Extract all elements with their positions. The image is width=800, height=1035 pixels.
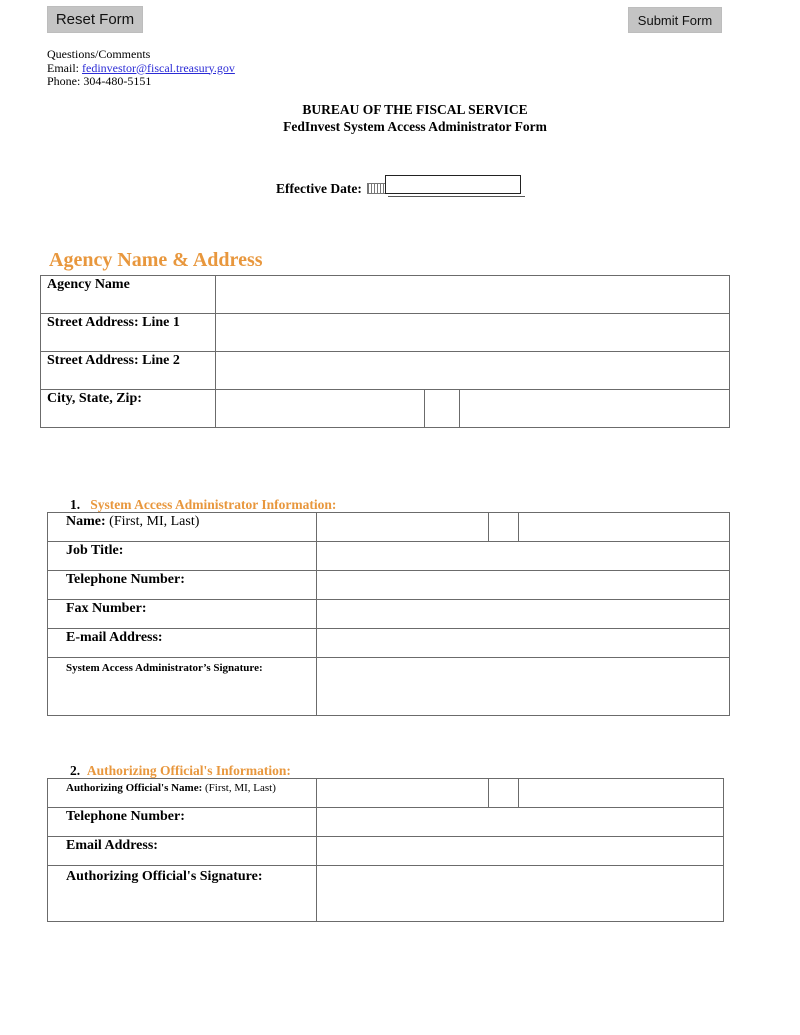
section2-title: Authorizing Official's Information: <box>86 763 291 778</box>
name-label-text: Name: <box>66 514 106 529</box>
email-link[interactable]: fedinvestor@fiscal.treasury.gov <box>82 60 235 75</box>
name-hint: (First, MI, Last) <box>105 514 200 529</box>
table-row <box>48 779 724 808</box>
agency-section-title: Agency Name & Address <box>49 249 263 271</box>
admin-name-label <box>48 513 317 542</box>
official-last-name-field[interactable] <box>519 779 724 808</box>
official-name-hint: (First, MI, Last) <box>202 782 276 794</box>
authorizing-official-table <box>47 778 724 922</box>
admin-info-table <box>47 512 730 716</box>
admin-email-field[interactable] <box>317 629 730 658</box>
admin-telephone-label: Telephone Number: <box>48 571 317 600</box>
street-line2-field[interactable] <box>216 352 730 390</box>
section1-title: System Access Administrator Information: <box>90 497 337 512</box>
official-name-label-text: Authorizing Official's Name: <box>66 782 203 794</box>
zip-field[interactable] <box>460 390 730 428</box>
official-name-label <box>48 779 317 808</box>
official-telephone-field[interactable] <box>317 808 724 837</box>
agency-table <box>40 275 730 428</box>
missing-glyph-icon <box>367 183 386 194</box>
table-row <box>41 276 730 314</box>
form-title: FedInvest System Access Administrator Form <box>283 119 547 134</box>
admin-fax-field[interactable] <box>317 600 730 629</box>
city-state-zip-label: City, State, Zip: <box>41 390 216 428</box>
effective-date-underline <box>388 196 525 197</box>
official-email-label: Email Address: <box>48 837 317 866</box>
street-line1-field[interactable] <box>216 314 730 352</box>
admin-telephone-field[interactable] <box>317 571 730 600</box>
table-row <box>48 571 730 600</box>
table-row <box>48 542 730 571</box>
official-first-name-field[interactable] <box>317 779 489 808</box>
effective-date-input[interactable] <box>385 175 521 194</box>
table-row <box>41 314 730 352</box>
section2-number: 2. <box>70 763 81 778</box>
section1-number: 1. <box>70 497 81 512</box>
admin-fax-label: Fax Number: <box>48 600 317 629</box>
contact-heading: Questions/Comments <box>47 47 151 61</box>
admin-last-name-field[interactable] <box>519 513 730 542</box>
state-field[interactable] <box>425 390 460 428</box>
section2-heading <box>70 763 291 779</box>
admin-mi-field[interactable] <box>489 513 519 542</box>
table-row <box>48 513 730 542</box>
table-row <box>48 837 724 866</box>
city-field[interactable] <box>216 390 425 428</box>
agency-name-field[interactable] <box>216 276 730 314</box>
admin-signature-field[interactable] <box>317 658 730 716</box>
official-telephone-label: Telephone Number: <box>48 808 317 837</box>
street-line1-label: Street Address: Line 1 <box>41 314 216 352</box>
bureau-title: BUREAU OF THE FISCAL SERVICE <box>302 102 528 117</box>
admin-first-name-field[interactable] <box>317 513 489 542</box>
admin-job-title-label: Job Title: <box>48 542 317 571</box>
effective-date-label: Effective Date: <box>276 181 362 196</box>
admin-signature-label: System Access Administrator’s Signature: <box>48 658 317 716</box>
official-signature-label: Authorizing Official's Signature: <box>48 866 317 922</box>
contact-email-line <box>47 62 235 76</box>
submit-form-button[interactable]: Submit Form <box>628 7 722 33</box>
section1-heading <box>70 497 336 513</box>
table-row <box>48 629 730 658</box>
table-row <box>41 352 730 390</box>
agency-name-label: Agency Name <box>41 276 216 314</box>
table-row <box>48 658 730 716</box>
contact-phone: Phone: 304-480-5151 <box>47 74 152 88</box>
official-email-field[interactable] <box>317 837 724 866</box>
contact-info <box>47 48 235 89</box>
table-row <box>48 600 730 629</box>
admin-email-label: E-mail Address: <box>48 629 317 658</box>
official-signature-field[interactable] <box>317 866 724 922</box>
email-label: Email: <box>47 60 82 75</box>
table-row <box>48 808 724 837</box>
reset-form-button[interactable]: Reset Form <box>47 6 143 33</box>
table-row <box>41 390 730 428</box>
admin-job-title-field[interactable] <box>317 542 730 571</box>
street-line2-label: Street Address: Line 2 <box>41 352 216 390</box>
table-row <box>48 866 724 922</box>
official-mi-field[interactable] <box>489 779 519 808</box>
